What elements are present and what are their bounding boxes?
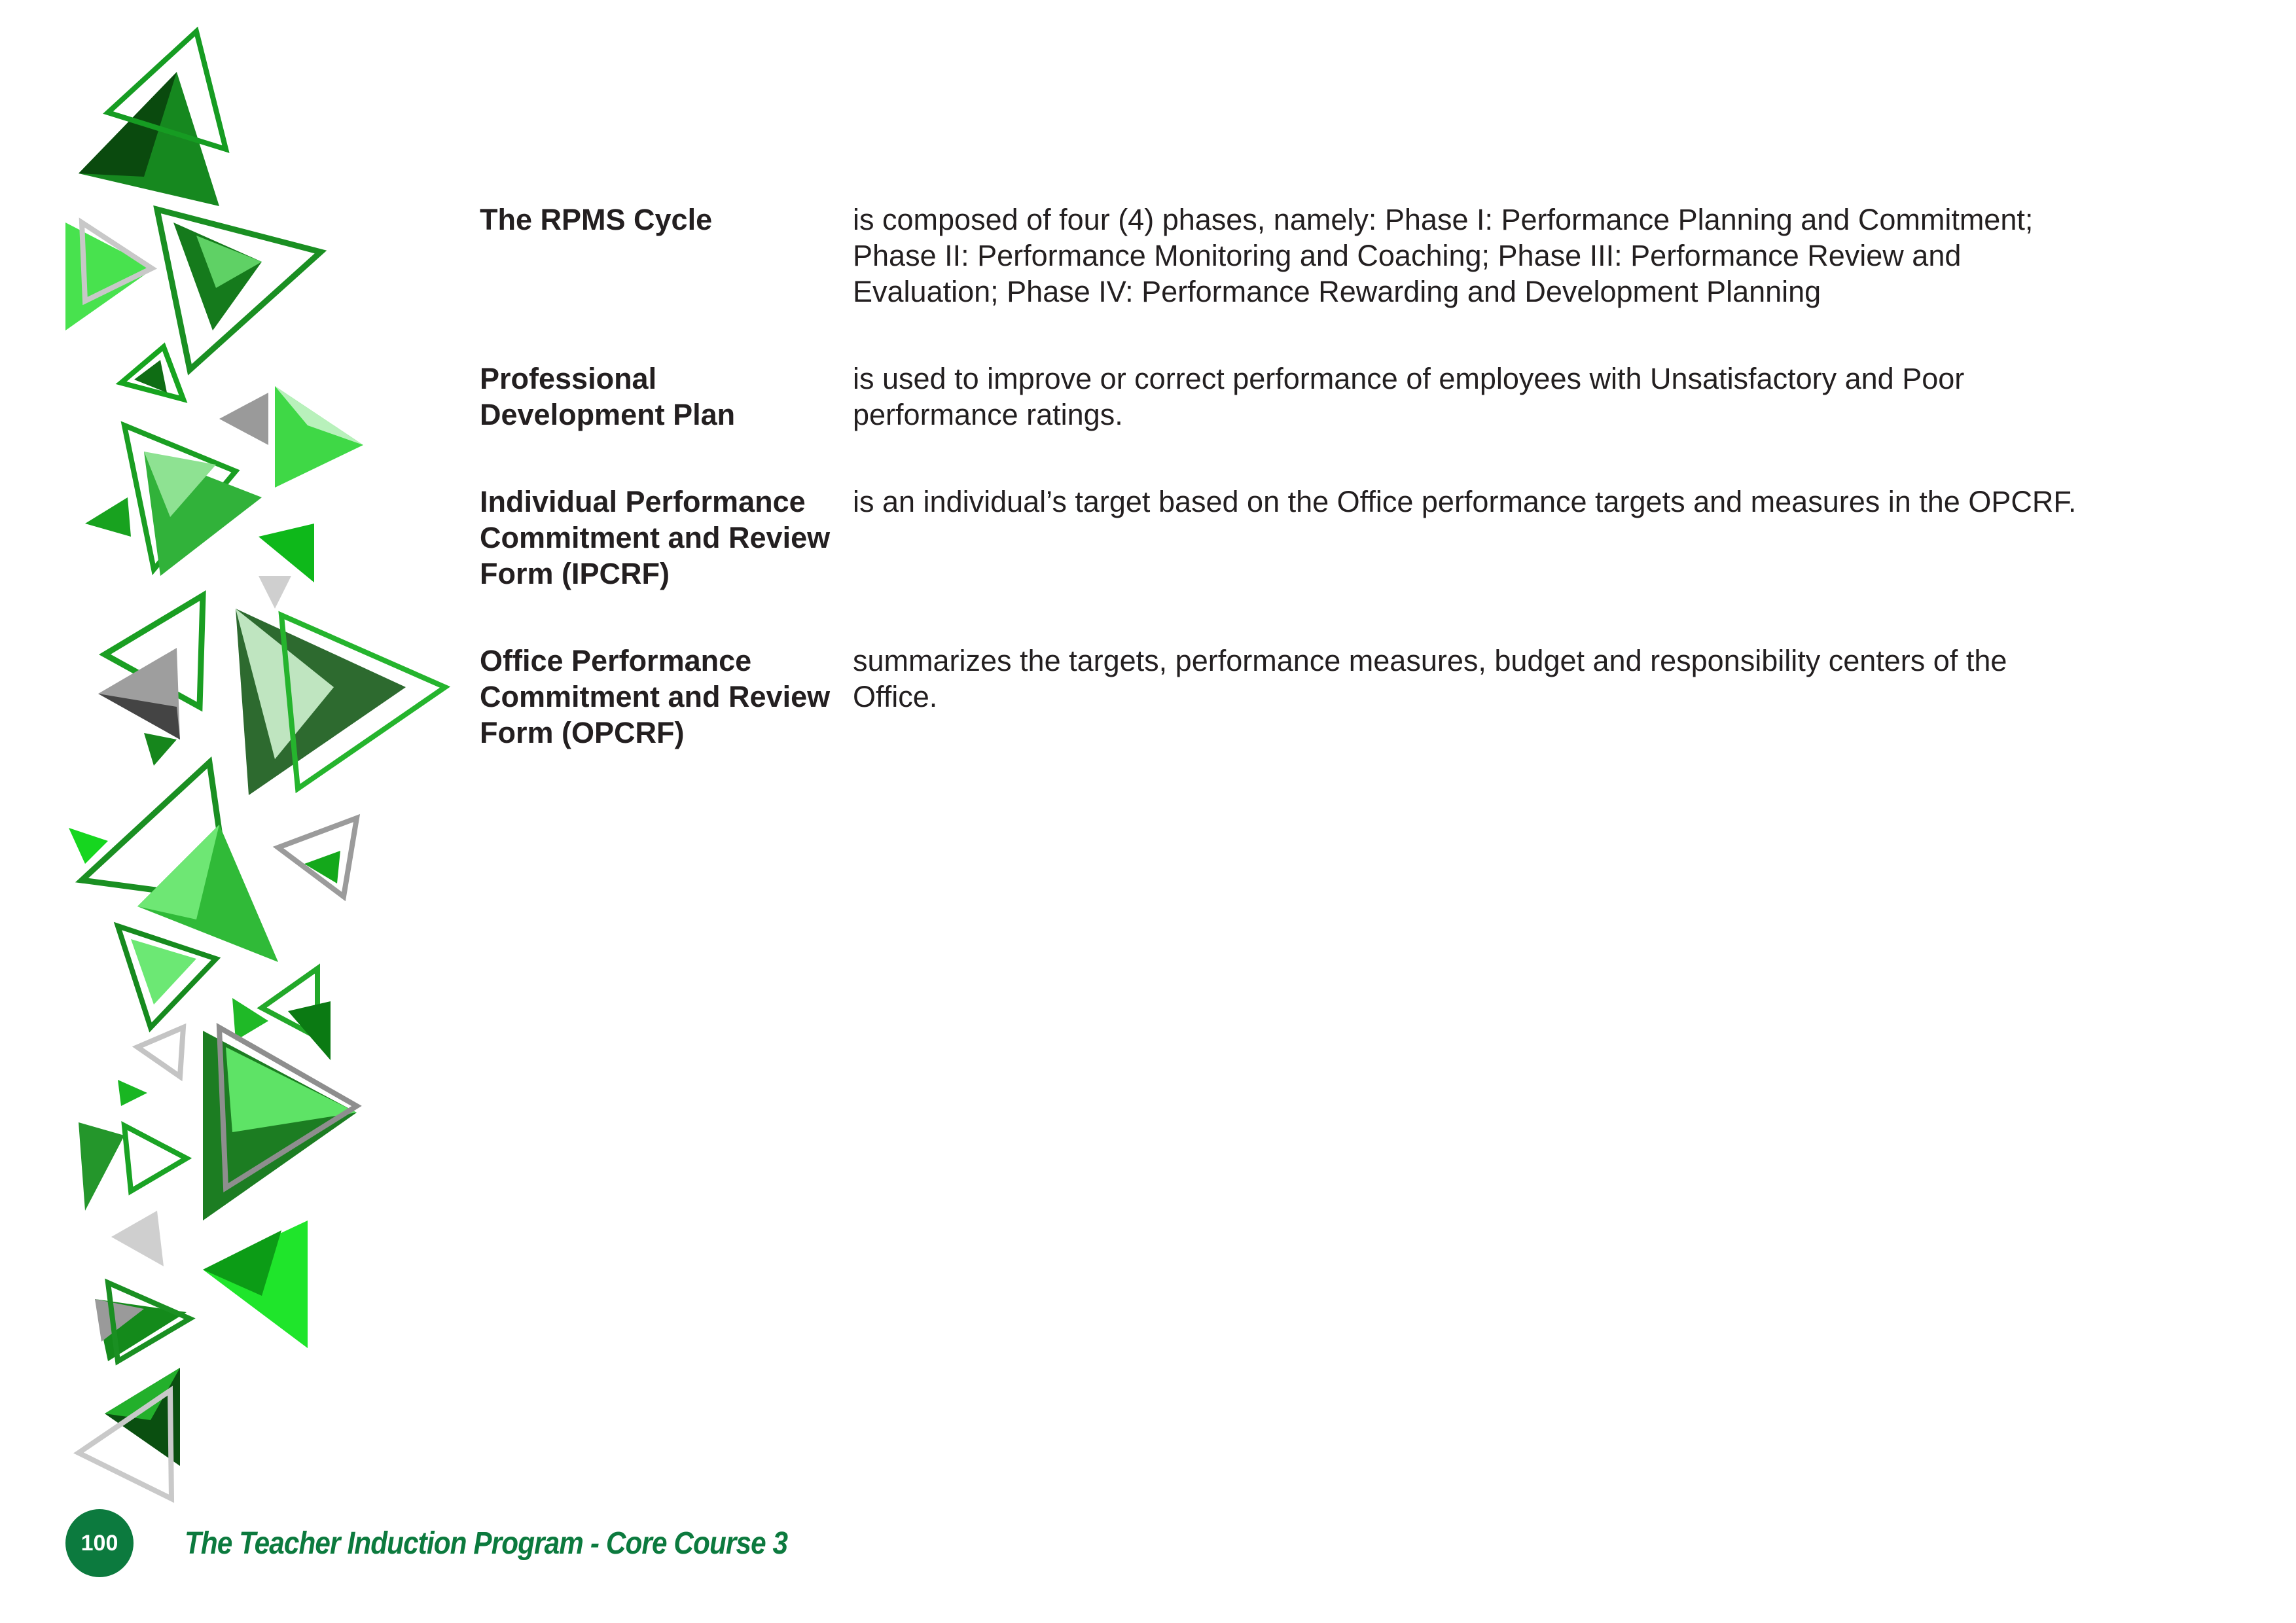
glossary-definition: is an individual’s target based on the Office performance targets and measures in the OPCRF. — [853, 485, 2077, 518]
glossary-entry-opcrf — [480, 643, 2077, 751]
glossary-definition: is used to improve or correct performance of employees with Unsatisfactory and Poor performance ratings. — [853, 362, 1965, 431]
footer-title: The Teacher Induction Program - Core Course 3 — [185, 1525, 788, 1561]
triangle-decoration — [0, 0, 458, 1505]
glossary-term: Individual Performance Commitment and Review Form (IPCRF) — [480, 485, 831, 590]
glossary-term: Office Performance Commitment and Review Form (OPCRF) — [480, 644, 831, 749]
glossary-term: The RPMS Cycle — [480, 203, 713, 236]
glossary-entry-rpms-cycle — [480, 202, 2077, 310]
glossary-definition: is composed of four (4) phases, namely: Phase I: Performance Planning and Commitment; Phase II: Performance Monitoring and Coaching; Phase III: Performance Review and Evaluation; Phase IV: Performance Rewarding and Development Planning — [853, 203, 2034, 308]
page-footer — [65, 1509, 870, 1577]
glossary-term: Professional Development Plan — [480, 362, 736, 431]
glossary-entry-ipcrf — [480, 484, 2077, 592]
page-number: 100 — [65, 1509, 134, 1577]
glossary — [480, 202, 2077, 802]
glossary-definition: summarizes the targets, performance measures, budget and responsibility centers of the Office. — [853, 644, 2007, 713]
glossary-entry-professional-development-plan — [480, 361, 2077, 433]
